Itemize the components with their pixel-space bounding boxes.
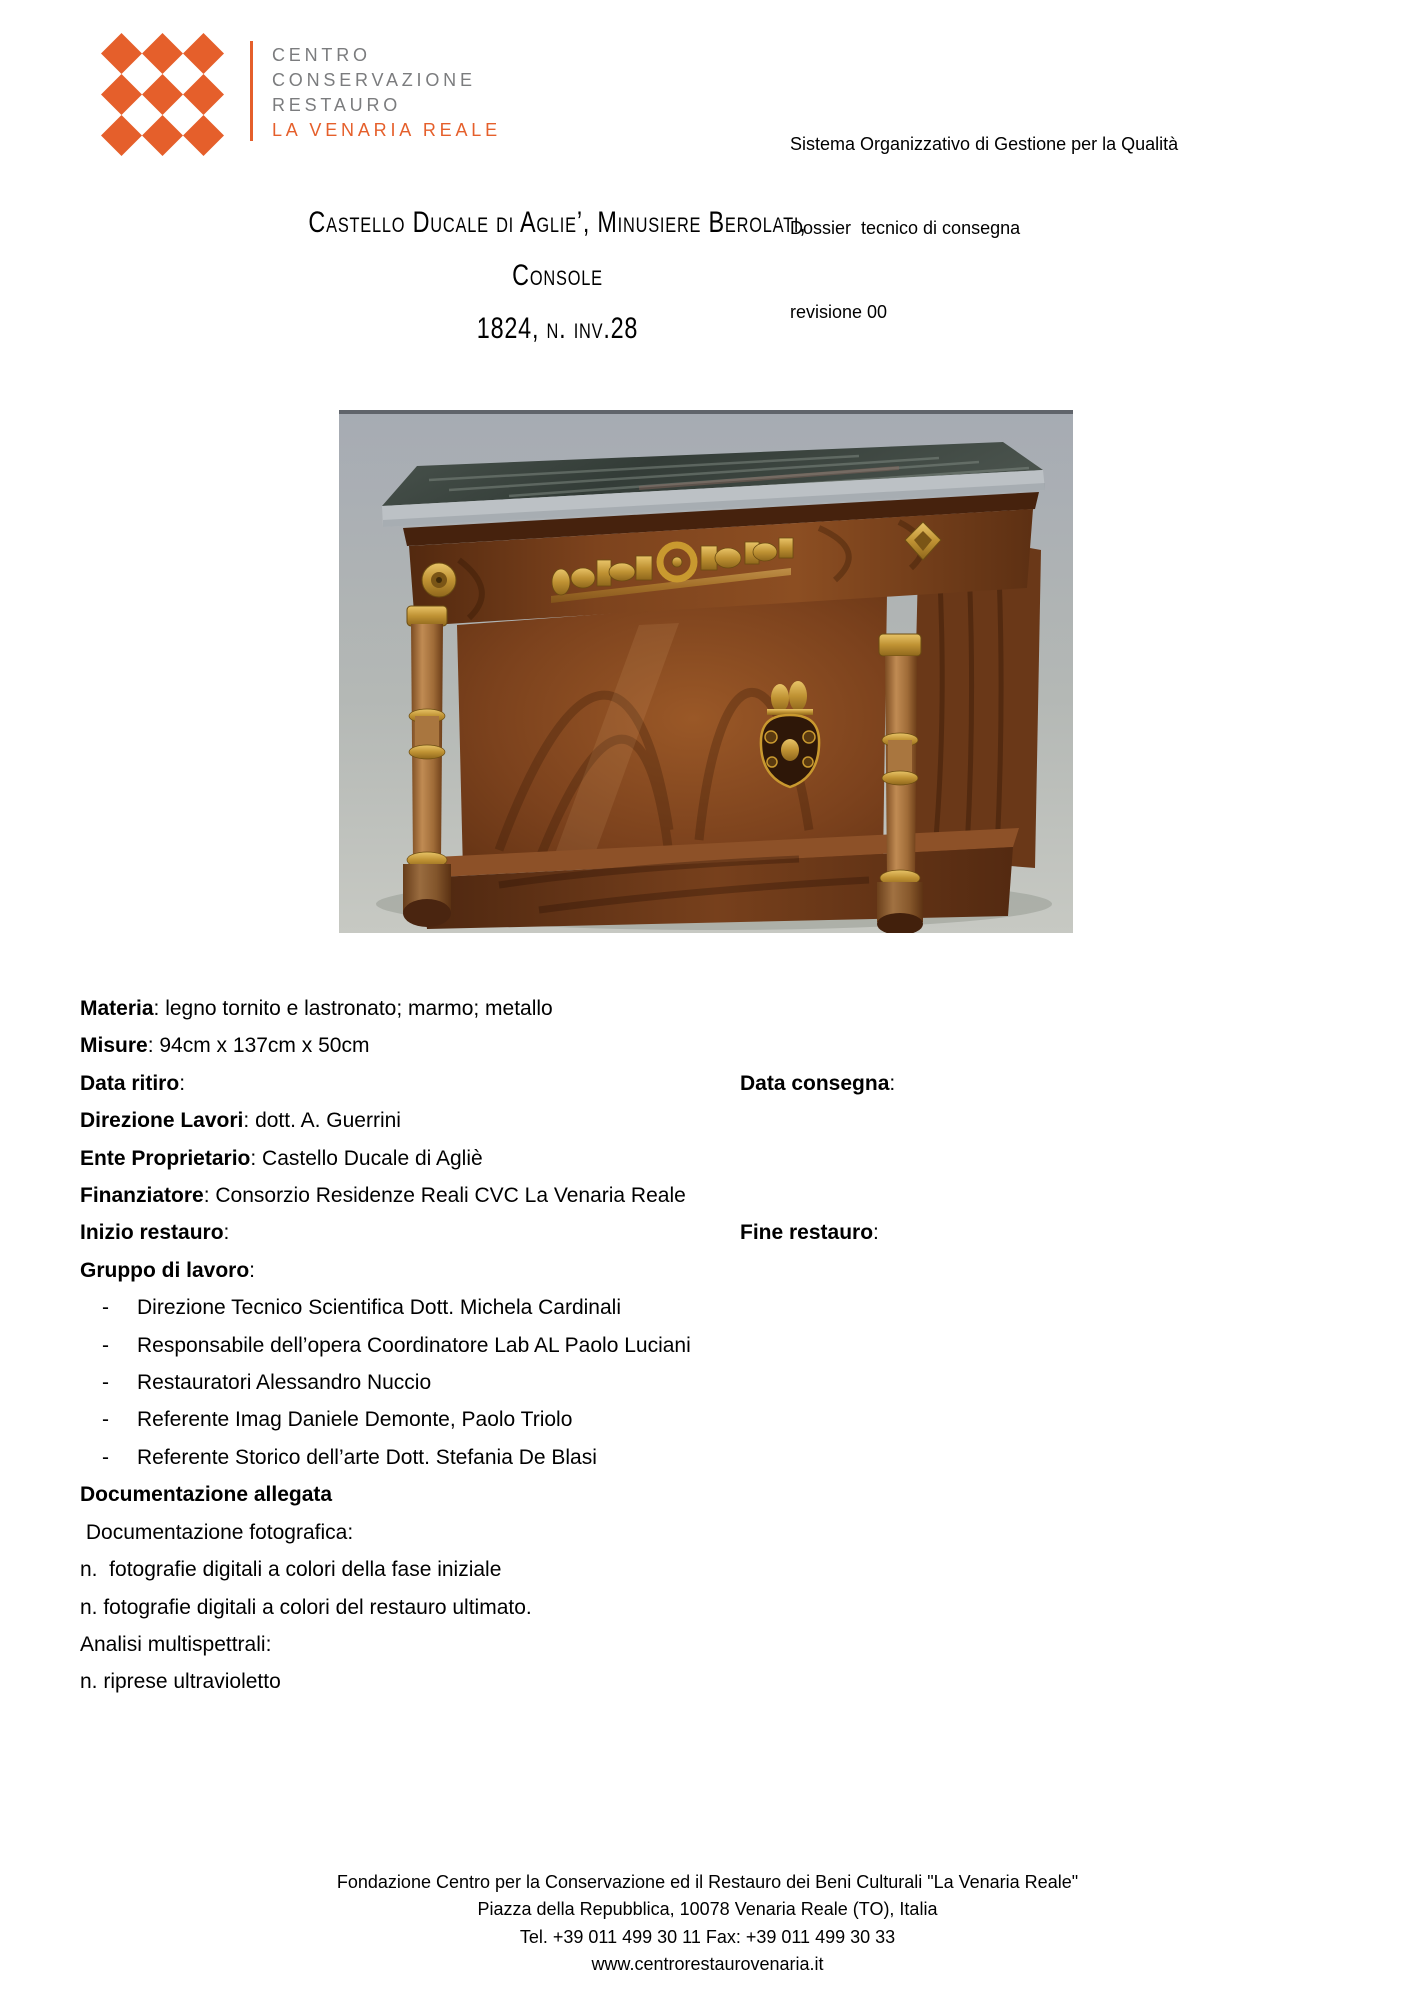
team-member-row [80,1439,1400,1476]
quality-line-1: Sistema Organizzativo di Gestione per la Qualità [790,134,1179,154]
logo-text-conservazione: CONSERVAZIONE [272,70,476,90]
logo-divider [250,41,253,141]
field-finanziatore [80,1177,1400,1214]
colon: : [250,1146,257,1170]
document-title [80,203,1035,362]
colon: : [179,1071,186,1095]
docs-line: Documentazione fotografica: [80,1520,354,1544]
field-label: Fine restauro [740,1221,874,1245]
field-label: Ente Proprietario [80,1146,251,1170]
team-member: Referente Storico dell’arte Dott. Stefania De Blasi [137,1445,597,1469]
field-label: Gruppo di lavoro [80,1258,250,1282]
colon: : [203,1184,210,1208]
dossier-fields [80,990,1400,1701]
field-label: Inizio restauro [80,1221,224,1245]
console-photo [339,410,1073,933]
field-value: Castello Ducale di Agliè [256,1146,483,1170]
field-label: Finanziatore [80,1184,204,1208]
footer-website: www.centrorestaurovenaria.it [591,1954,824,1975]
colon: : [147,1034,154,1058]
colon: : [243,1109,250,1133]
field-value: 94cm x 137cm x 50cm [153,1034,370,1058]
field-data-ritiro [80,1065,1400,1102]
footer-address: Piazza della Repubblica, 10078 Venaria Reale (TO), Italia [477,1899,938,1920]
field-fine-restauro [740,1214,879,1251]
field-misure [80,1027,1400,1064]
team-member: Restauratori Alessandro Nuccio [137,1371,432,1395]
field-materia [80,990,1400,1027]
field-value: dott. A. Guerrini [249,1109,401,1133]
colon: : [153,997,160,1020]
team-member: Direzione Tecnico Scientifica Dott. Michela Cardinali [137,1296,621,1320]
team-member-row [80,1327,1400,1364]
team-member-row [80,1401,1400,1438]
bullet-dash: - [102,1408,109,1432]
field-direzione-lavori [80,1102,1400,1139]
colon: : [889,1071,896,1095]
title-line-3: 1824, n. inv.28 [476,312,639,345]
quality-line-2: Dossier tecnico di consegna [790,218,1021,238]
team-member: Referente Imag Daniele Demonte, Paolo Triolo [137,1408,573,1432]
logo-text-centro: CENTRO [272,45,371,65]
field-ente-proprietario [80,1140,1400,1177]
title-line-2: Console [512,259,603,292]
title-line-1: Castello Ducale di Aglie’, Minusiere Berolati, [308,206,807,239]
footer-organization: Fondazione Centro per la Conservazione ed il Restauro dei Beni Culturali "La Venaria Reale" [336,1872,1079,1892]
console-photo-illustration [339,410,1073,933]
logo-text-venaria: LA VENARIA REALE [272,120,501,140]
colon: : [223,1221,230,1245]
quality-line-3: revisione 00 [790,302,888,322]
bullet-dash: - [102,1296,109,1320]
bullet-dash: - [102,1333,109,1357]
team-member-row [80,1364,1400,1401]
logo-text-restauro: RESTAURO [272,95,402,115]
field-value: legno tornito e lastronato; marmo; metallo [159,997,553,1020]
docs-line: n. fotografie digitali a colori della fase iniziale [80,1558,502,1582]
docs-heading: Documentazione allegata [80,1483,333,1507]
docs-line: Analisi multispettrali: [80,1632,272,1656]
field-data-consegna [740,1065,895,1102]
bullet-dash: - [102,1371,109,1395]
docs-line: n. fotografie digitali a colori del restauro ultimato. [80,1595,532,1619]
logo [101,33,501,156]
team-member: Responsabile dell’opera Coordinatore Lab AL Paolo Luciani [137,1333,691,1357]
team-member-row [80,1289,1400,1326]
field-label: Direzione Lavori [80,1109,244,1133]
colon: : [873,1221,879,1245]
logo-diamonds-icon [101,33,224,156]
bullet-dash: - [102,1445,109,1469]
colon: : [249,1258,256,1282]
field-value: Consorzio Residenze Reali CVC La Venaria Reale [209,1184,686,1208]
footer [0,1869,1415,1979]
field-label: Materia [80,997,154,1020]
field-label: Data ritiro [80,1071,180,1095]
field-label: Misure [80,1034,148,1058]
field-gruppo-di-lavoro [80,1252,1400,1289]
logo-wordmark [272,43,501,143]
docs-line: n. riprese ultravioletto [80,1670,281,1694]
field-label: Data consegna [740,1071,890,1095]
footer-phone: Tel. +39 011 499 30 11 Fax: +39 011 499 30 33 [519,1926,896,1947]
field-inizio-restauro [80,1214,1400,1251]
